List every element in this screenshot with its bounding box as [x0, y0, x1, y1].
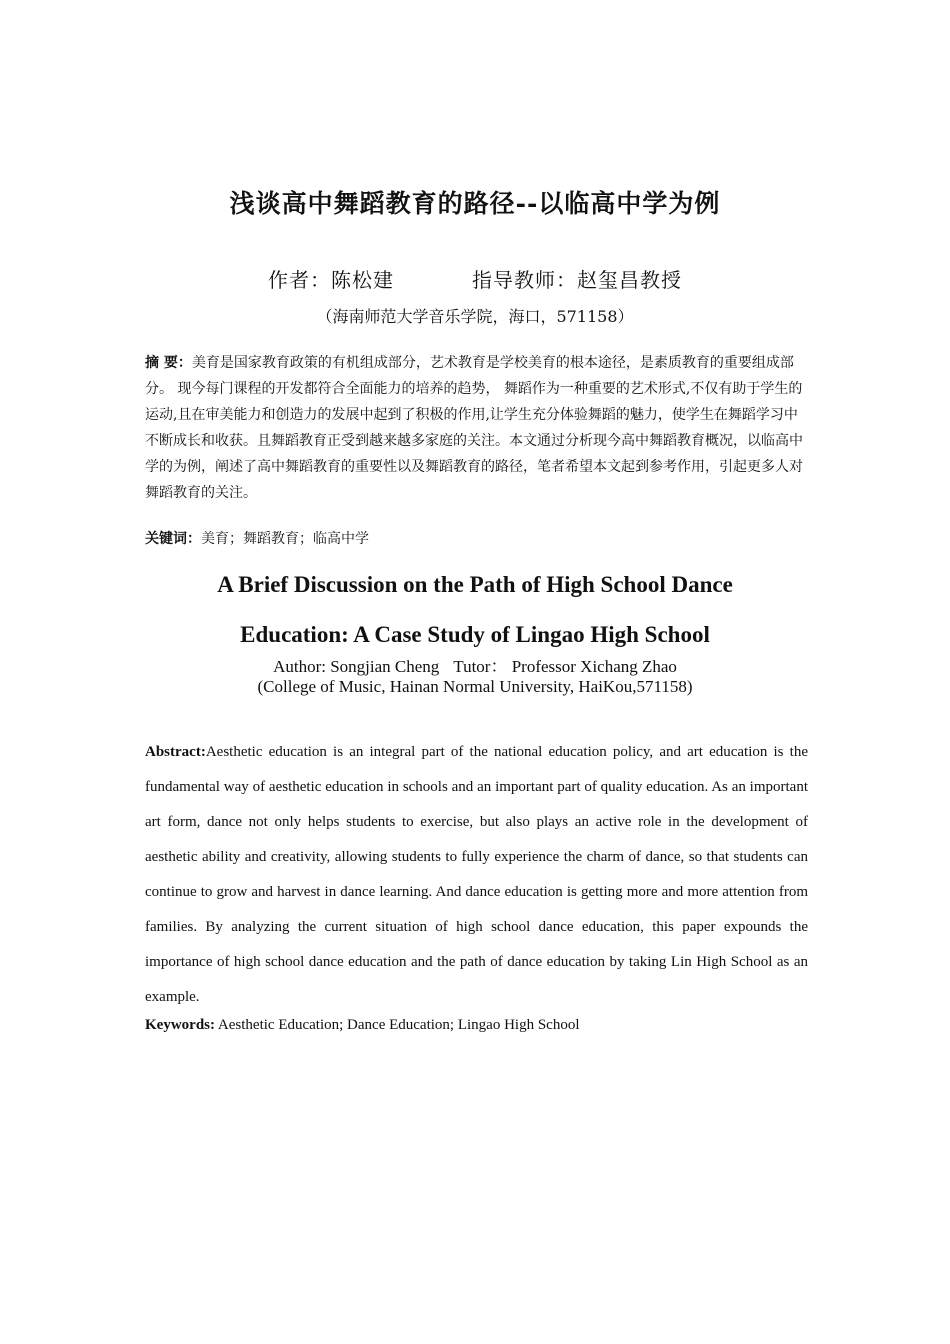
chinese-affiliation: （海南师范大学音乐学院，海口，571158） — [316, 307, 634, 326]
english-author-line — [0, 652, 950, 677]
english-keywords-label: Keywords: — [145, 1017, 215, 1033]
english-abstract — [145, 735, 808, 1015]
english-affiliation: (College of Music, Hainan Normal University, HaiKou,571158) — [257, 677, 693, 696]
english-title-line-1: A Brief Discussion on the Path of High School Dance — [217, 572, 733, 597]
english-keywords — [145, 1017, 580, 1034]
chinese-keywords — [145, 528, 369, 548]
english-title — [0, 560, 950, 660]
english-title-line-2: Education: A Case Study of Lingao High School — [240, 622, 710, 647]
english-keywords-text: Aesthetic Education; Dance Education; Lingao High School — [215, 1017, 580, 1033]
english-abstract-label: Abstract: — [145, 744, 206, 760]
chinese-tutor: 指导教师：赵玺昌教授 — [472, 268, 682, 292]
chinese-author: 作者：陈松建 — [268, 268, 394, 292]
chinese-keywords-label: 关键词： — [145, 531, 201, 547]
chinese-abstract — [145, 350, 807, 506]
chinese-keywords-text: 美育；舞蹈教育；临高中学 — [201, 531, 369, 547]
chinese-title: 浅谈高中舞蹈教育的路径--以临高中学为例 — [229, 189, 721, 218]
english-tutor: Tutor： Professor Xichang Zhao — [453, 657, 677, 676]
chinese-author-line — [0, 264, 950, 293]
chinese-abstract-text: 美育是国家教育政策的有机组成部分，艺术教育是学校美育的根本途径，是素质教育的重要组成部分。 现今每门课程的开发都符合全面能力的培养的趋势， 舞蹈作为一种重要的艺术形式,不仅有助于学生的运动,且在审美能力和创造力的发展中起到了积极的作用,让学生充分体验舞蹈的魅力，使学生在舞蹈学习中不断成长和收获。且舞蹈教育正受到越来越多家庭的关注。本文通过分析现今高中舞蹈教育概况，以临高中学的为例，阐述了高中舞蹈教育的重要性以及舞蹈教育的路径，笔者希望本文起到参考作用，引起更多人对舞蹈教育的关注。 — [145, 355, 803, 501]
chinese-abstract-label: 摘 要： — [145, 355, 192, 371]
english-author: Author: Songjian Cheng — [273, 657, 440, 676]
english-abstract-text: Aesthetic education is an integral part of the national education policy, and art education is the fundamental way of aesthetic education in schools and an important part of quality education. As an important art form, dance not only helps students to exercise, but also plays an active role in the development of aesthetic ability and creativity, allowing students to fully experience the charm of dance, so that students can continue to grow and harvest in dance learning. And dance education is getting more and more attention from families. By analyzing the current situation of high school dance education, this paper expounds the importance of high school dance education and the path of dance education by taking Lin High School as an example. — [145, 744, 808, 1005]
